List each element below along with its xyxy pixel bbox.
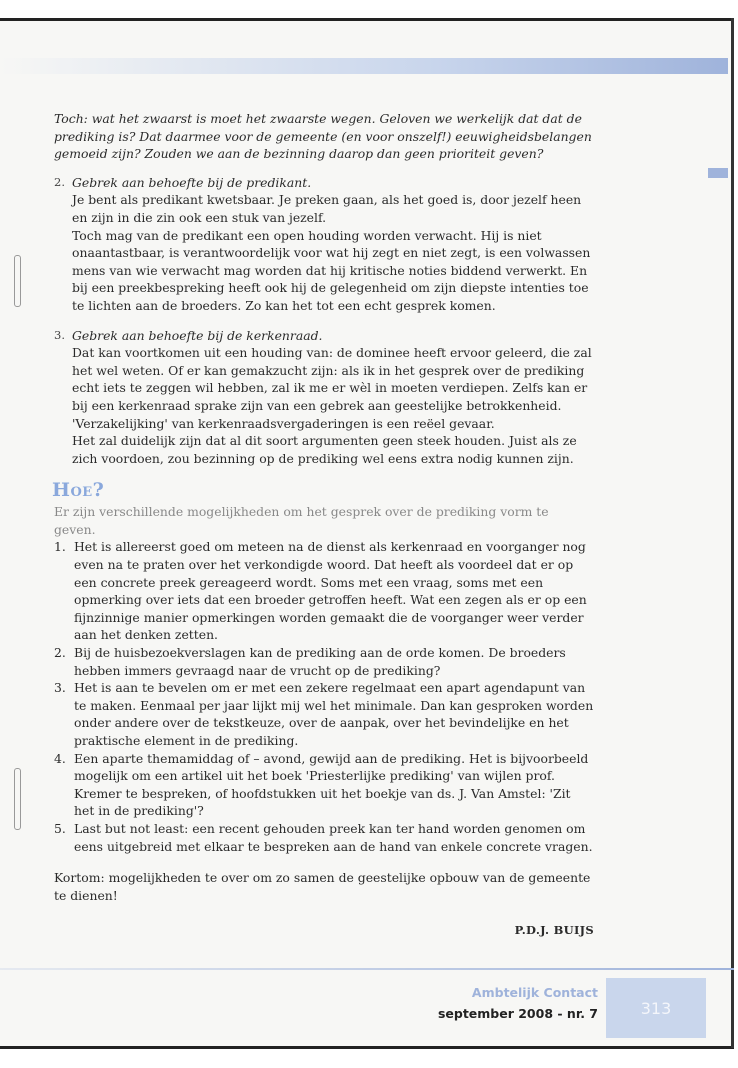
item-number: 3. xyxy=(54,327,65,342)
right-border xyxy=(731,18,734,1048)
closing-paragraph: Kortom: mogelijkheden te over om zo samen de geestelijke opbouw van de gemeente te dienen! xyxy=(54,870,591,903)
staple-mark-bottom xyxy=(14,768,21,830)
item-text-2: Het zal duidelijk zijn dat al dit soort argumenten geen steek houden. Juist als ze zich voordoen, zou bezinning op de prediking wel eens extra nodig kunnen zijn. xyxy=(72,433,577,466)
option-text: Een aparte themamiddag of – avond, gewijd aan de prediking. Het is bijvoorbeeld mogelijk om een artikel uit het boek 'Priesterlijke prediking' van wijlen prof. Kremer te bespreken, of hoofdstukken uit het boekje van ds. J. Van Amstel: 'Zit het in de prediking'? xyxy=(74,750,589,819)
option-item xyxy=(54,644,594,679)
journal-title: Ambtelijk Contact xyxy=(471,985,598,1000)
list-item xyxy=(54,174,594,315)
options-list xyxy=(54,538,594,855)
option-item xyxy=(54,820,594,855)
option-text: Last but not least: een recent gehouden preek kan ter hand worden genomen om eens uitgebreid met elkaar te bespreken aan de hand van enkele concrete vragen. xyxy=(74,820,593,854)
option-number: 2. xyxy=(54,645,66,661)
option-item xyxy=(54,750,594,820)
option-number: 5. xyxy=(54,820,66,836)
option-text: Bij de huisbezoekverslagen kan de prediking aan de orde komen. De broeders hebben immers gevraagd naar de vrucht op de prediking? xyxy=(74,645,566,678)
article-body xyxy=(54,110,594,940)
bottom-border xyxy=(0,1046,734,1049)
page-number: 313 xyxy=(606,978,706,1038)
item-number: 2. xyxy=(54,174,65,189)
author-name: P.D.J. BUIJS xyxy=(514,923,594,938)
list-item xyxy=(54,327,594,468)
intro-paragraph: Toch: wat het zwaarst is moet het zwaarste wegen. Geloven we werkelijk dat dat de prediking is? Dat daarmee voor de gemeente (en voor onszelf!) eeuwigheidsbelangen gemoeid zijn? Zouden we aan de bezinning daarop dan geen prioriteit geven? xyxy=(54,111,592,162)
header-band xyxy=(0,58,728,74)
item-text-2: Toch mag van de predikant een open houding worden verwacht. Hij is niet onaantastbaar, is verantwoordelijk voor wat hij zegt en niet zegt, is een volwassen mens van wie verwacht mag worden dat hij kritische noties biddend verwerkt. En bij een preekbespreking heeft ook hij de gelegenheid om zijn diepste intenties toe te lichten aan de broeders. Zo kan het tot een echt gesprek komen. xyxy=(72,227,591,313)
item-title: Gebrek aan behoefte bij de predikant. xyxy=(72,174,312,190)
issue-info: september 2008 - nr. 7 xyxy=(437,1006,598,1021)
option-item xyxy=(54,538,594,644)
option-text: Het is aan te bevelen om er met een zekere regelmaat een apart agendapunt van te maken. Eenmaal per jaar lijkt mij wel het minimale. Dan kan gesproken worden onder andere over de tekstkeuze, over de aanpak, over het bevindelijke en het praktische element in de prediking. xyxy=(74,680,594,748)
option-number: 4. xyxy=(54,750,66,766)
footer-rule xyxy=(0,968,734,970)
option-text: Het is allereerst goed om meteen na de dienst als kerkenraad en voorganger nog even na te praten over het verkondigde woord. Dat heeft als voordeel dat er op een concrete preek gereageerd wordt. Soms met een vraag, soms met een opmerking over iets dat een broeder getroffen heeft. Wat een zegen als er op een fijnzinnige manier opmerkingen worden gemaakt die de voorganger weer verder aan het denken zetten. xyxy=(74,539,587,643)
section-heading: Hoe? xyxy=(52,479,105,502)
section-lead: Er zijn verschillende mogelijkheden om het gesprek over de prediking vorm te geven. xyxy=(54,504,549,537)
side-tab xyxy=(708,168,728,178)
item-text: Dat kan voortkomen uit een houding van: de dominee heeft ervoor geleerd, die zal het wel weten. Of er kan gemakzucht zijn: als ik in het gesprek over de prediking echt iets te zeggen wil hebben, zal ik me er wèl in moeten verdiepen. Zelfs kan er bij een kerkenraad sprake zijn van een gebrek aan geestelijke betrokkenheid. 'Verzakelijking' van kerkenraadsvergaderingen is een reëel gevaar. xyxy=(72,345,592,431)
option-number: 1. xyxy=(54,539,66,555)
option-item xyxy=(54,679,594,749)
option-number: 3. xyxy=(54,680,66,696)
top-border xyxy=(0,18,734,21)
staple-mark-top xyxy=(14,255,21,307)
item-text: Je bent als predikant kwetsbaar. Je preken gaan, als het goed is, door jezelf heen en zijn in die zin ook een stuk van jezelf. xyxy=(72,192,582,225)
item-title: Gebrek aan behoefte bij de kerkenraad. xyxy=(72,327,323,343)
